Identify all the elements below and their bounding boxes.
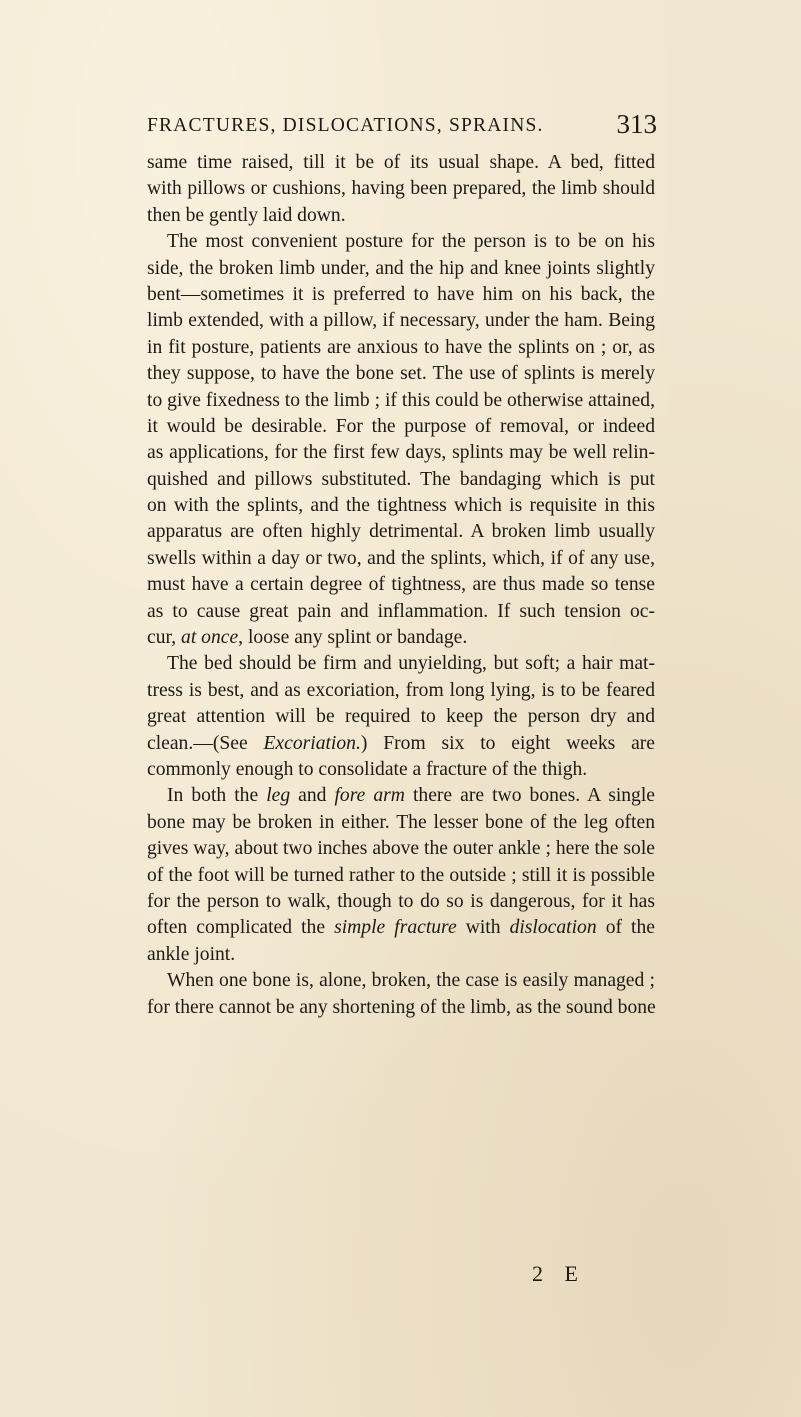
text-line <box>147 176 655 202</box>
text-line <box>147 863 655 889</box>
text-run: tress is best, and as excoriation, from long lying, is to be feared <box>147 679 655 701</box>
text-run: bent—sometimes it is preferred to have him on his back, the <box>147 283 655 305</box>
text-line <box>147 599 655 625</box>
running-title: FRACTURES, DISLOCATIONS, SPRAINS. <box>147 115 544 136</box>
text-run: same time raised, till it be of its usual shape. A bed, fitted <box>147 152 655 173</box>
text-line <box>147 519 655 545</box>
text-run: with <box>456 917 510 939</box>
text-run: of the <box>596 917 655 939</box>
text-run: then be gently laid down. <box>147 204 346 226</box>
text-run: side, the broken limb under, and the hip and knee joints slightly <box>147 257 655 279</box>
text-line <box>147 203 655 229</box>
text-line <box>147 995 655 1021</box>
text-line <box>147 308 655 334</box>
text-run: on with the splints, and the tightness which is requisite in this <box>147 495 655 517</box>
text-line <box>147 256 655 282</box>
text-run: The bed should be firm and unyielding, but soft; a hair mat- <box>167 653 655 675</box>
text-line <box>147 546 655 572</box>
text-run: clean.—(See <box>147 732 264 754</box>
text-run: , loose any splint or bandage. <box>238 627 468 649</box>
text-run: cur, <box>147 627 182 649</box>
text-run: apparatus are often highly detrimental. A broken limb usually <box>147 521 655 543</box>
text-run: often complicated the <box>147 917 335 939</box>
text-run: When one bone is, alone, broken, the case is easily managed ; <box>167 970 655 992</box>
text-line <box>147 836 655 862</box>
text-run: The most convenient posture for the person is to be on his <box>167 231 655 253</box>
text-run: of the foot will be turned rather to the outside ; still it is possible <box>147 864 655 886</box>
text-run: it would be desirable. For the purpose of removal, or indeed <box>147 415 655 437</box>
text-line <box>147 704 655 730</box>
text-run: for the person to walk, though to do so is dangerous, for it has <box>147 890 655 912</box>
text-run: must have a certain degree of tightness, are thus made so tense <box>147 574 655 596</box>
text-run: ) From six to eight weeks are <box>360 732 655 754</box>
text-run: limb extended, with a pillow, if necessary, under the ham. Being <box>147 310 655 332</box>
italic-run: Excoriation. <box>263 732 361 754</box>
italic-run: dislocation <box>509 917 597 939</box>
text-run: as applications, for the first few days, splints may be well relin- <box>147 442 655 464</box>
text-run: gives way, about two inches above the outer ankle ; here the sole <box>147 838 655 860</box>
text-line <box>147 150 655 176</box>
text-run: they suppose, to have the bone set. The use of splints is merely <box>147 363 655 385</box>
text-line <box>147 810 655 836</box>
italic-run: fore arm <box>334 785 405 807</box>
text-line <box>147 915 655 941</box>
text-run: In both the <box>167 785 267 807</box>
text-run: ankle joint. <box>147 943 236 965</box>
text-line <box>147 282 655 308</box>
text-line <box>147 678 655 704</box>
text-run: as to cause great pain and inflammation. If such tension oc- <box>147 600 655 622</box>
text-line <box>147 783 655 809</box>
text-line <box>147 572 655 598</box>
text-run: there are two bones. A single <box>404 785 655 807</box>
text-run: to give fixedness to the limb ; if this could be otherwise attained, <box>147 389 655 411</box>
text-line <box>147 493 655 519</box>
body-text <box>147 150 655 1021</box>
text-line <box>147 229 655 255</box>
text-run: for there cannot be any shortening of the limb, as the sound bone <box>147 996 656 1018</box>
text-line <box>147 388 655 414</box>
italic-run: at once <box>181 627 239 649</box>
text-line <box>147 440 655 466</box>
text-line <box>147 467 655 493</box>
italic-run: simple fracture <box>334 917 457 939</box>
text-run: quished and pillows substituted. The bandaging which is put <box>147 468 655 490</box>
text-run: and <box>290 785 335 807</box>
text-line <box>147 335 655 361</box>
page-number: 313 <box>616 109 657 139</box>
text-line <box>147 414 655 440</box>
text-line <box>147 651 655 677</box>
text-line <box>147 968 655 994</box>
text-run: great attention will be required to keep the person dry and <box>147 706 655 728</box>
signature-mark: 2 E <box>532 1261 586 1286</box>
text-line <box>147 942 655 968</box>
text-line <box>147 731 655 757</box>
text-run: bone may be broken in either. The lesser bone of the leg often <box>147 811 655 833</box>
text-run: with pillows or cushions, having been prepared, the limb should <box>147 178 655 200</box>
text-line <box>147 889 655 915</box>
text-line <box>147 625 655 651</box>
text-line <box>147 757 655 783</box>
text-run: in fit posture, patients are anxious to have the splints on ; or, as <box>147 336 655 358</box>
text-line <box>147 361 655 387</box>
text-run: commonly enough to consolidate a fracture of the thigh. <box>147 758 588 780</box>
italic-run: leg <box>266 785 291 807</box>
text-run: swells within a day or two, and the splints, which, if of any use, <box>147 547 655 569</box>
page-header <box>147 109 657 145</box>
